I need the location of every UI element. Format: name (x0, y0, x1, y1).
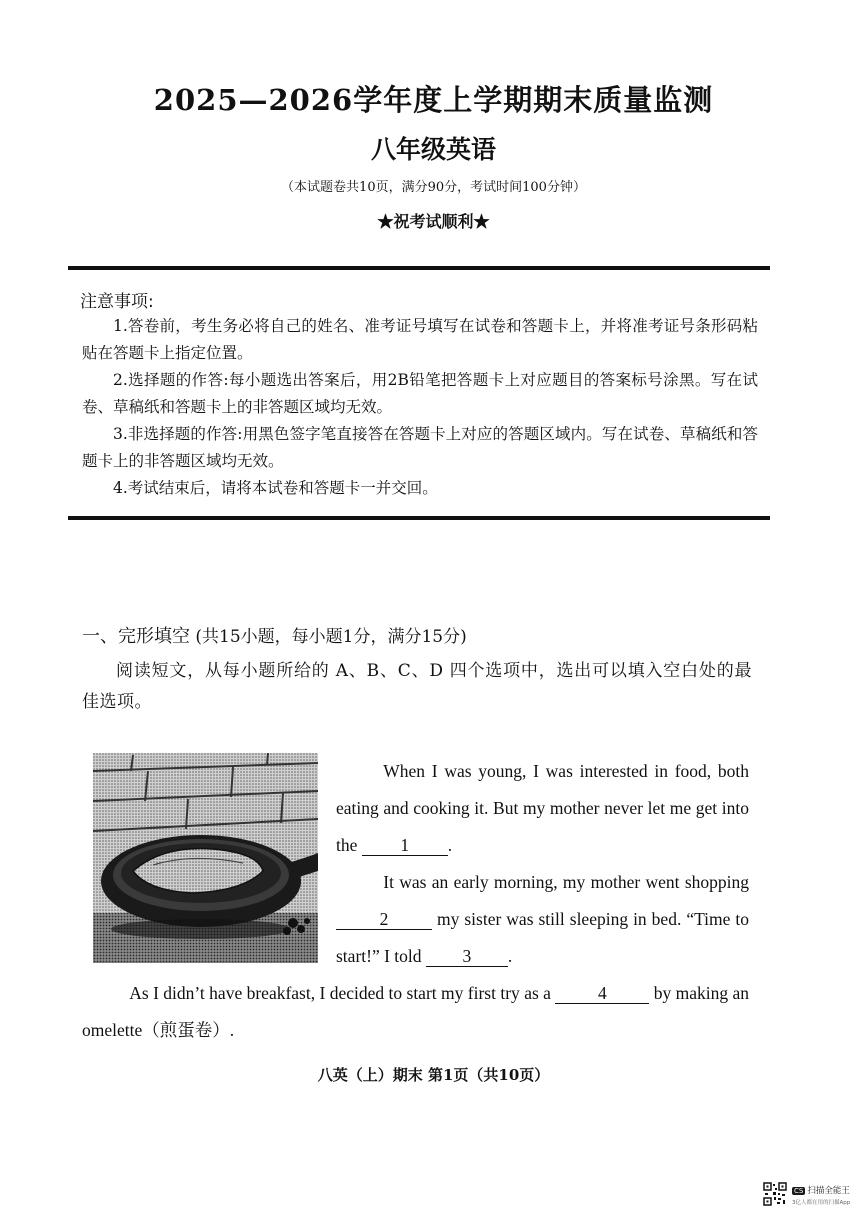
passage-paragraph-3: As I didn’t have breakfast, I decided to start my first try as a 4 by making an omelette（煎蛋卷）. (82, 983, 750, 1040)
blank-1: 1 (362, 835, 448, 856)
bottom-rule (68, 516, 770, 520)
frying-pan-illustration (93, 753, 318, 963)
notice-item: 4.考试结束后，请将本试卷和答题卡一并交回。 (113, 479, 438, 497)
blank-3: 3 (426, 946, 508, 967)
section-heading (82, 622, 467, 648)
section-title: 一、完形填空 (82, 626, 190, 647)
blank-2: 2 (336, 909, 432, 930)
notice-item: 2.选择题的作答:每小题选出答案后，用2B铅笔把答题卡上对应题目的答案标号涂黑。写在试卷、草稿纸和答题卡上的非答题区域均无效。 (82, 371, 758, 416)
exam-subject: 八年级英语 (370, 135, 496, 164)
notice-item: 3.非选择题的作答:用黑色签字笔直接答在答题卡上对应的答题区域内。写在试卷、草稿纸和答题卡上的非答题区域均无效。 (82, 425, 758, 470)
exam-title: 2025—2026学年度上学期期末质量监测 (153, 83, 714, 117)
notice-list (82, 313, 758, 502)
blank-4: 4 (555, 983, 649, 1004)
top-rule (68, 266, 770, 270)
section-meta: (共15小题，每小题1分，满分15分) (195, 627, 467, 647)
section-instruction: 阅读短文，从每小题所给的 A、B、C、D 四个选项中，选出可以填入空白处的最佳选项。 (82, 661, 752, 712)
notice-item: 1.答卷前，考生务必将自己的姓名、准考证号填写在试卷和答题卡上，并将准考证号条形码粘贴在答题卡上指定位置。 (82, 317, 758, 362)
scanner-logo-icon: CS (794, 1187, 804, 1195)
exam-wish: ★祝考试顺利★ (377, 212, 490, 231)
scanner-tagline: 3亿人都在用的扫描App (792, 1200, 851, 1206)
passage-paragraph-1: When I was young, I was interested in food, both eating and cooking it. But my mother never let me get into the 1 . It was an early morning, my mother went shopping 2 my sister was still sleeping in bed. “Time to start!” I told 3 . (336, 761, 750, 966)
scanner-brand: CS 扫描全能王 (794, 1186, 850, 1196)
qr-code-icon (763, 1182, 787, 1206)
exam-info: （本试题卷共10页，满分90分，考试时间100分钟） (281, 180, 586, 195)
notice-heading: 注意事项: (80, 292, 154, 312)
page-footer: 八英（上）期末 第1页（共10页） (317, 1066, 550, 1084)
